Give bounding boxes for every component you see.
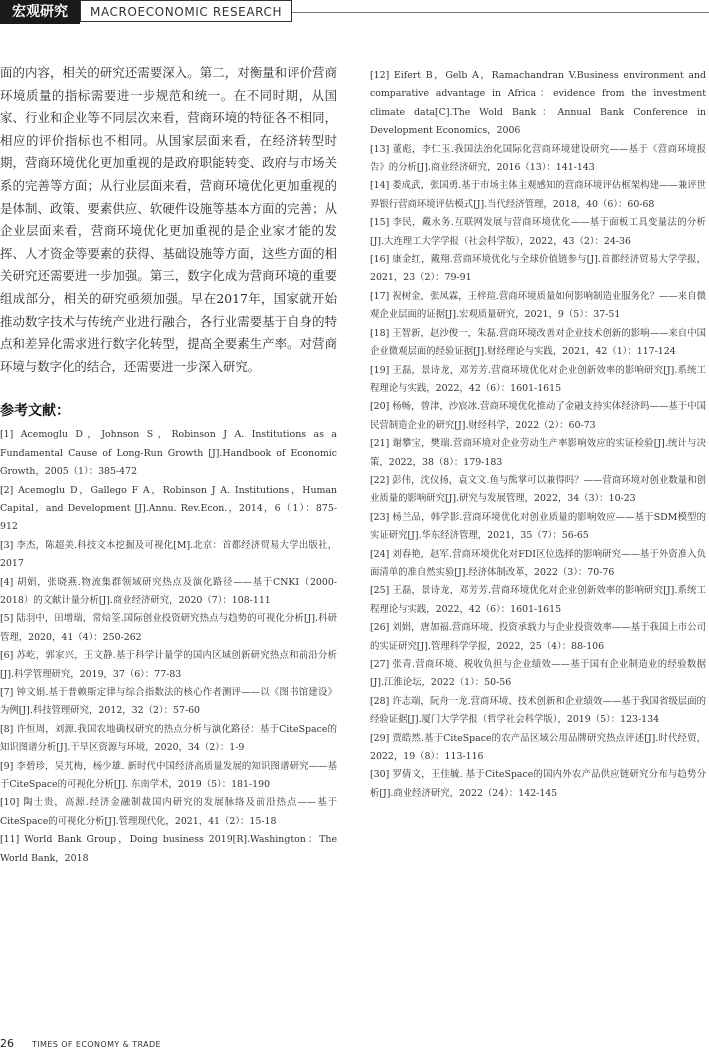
reference-item: [27] 张青.营商环境、税收负担与企业绩效——基于国有企业制造业的经验数据[J].江淮论坛，2022（1）：50-56: [370, 659, 706, 689]
reference-item: [17] 祝树金，张凤霖，王梓瑄.营商环境质量如何影响制造业服务化？——来自微观企业层面的证据[J].宏观质量研究，2021，9（5）：37-51: [370, 290, 706, 321]
reference-item: [10] 陶士贵，高源.经济金融制裁国内研究的发展脉络及前沿热点——基于CiteSpace的可视化分析[J].管理现代化，2021，41（2）：15-18: [0, 797, 337, 827]
header-rule: [292, 12, 709, 13]
reference-item: [30] 罗倩文，王佳毓. 基于CiteSpace的国内外农产品供应链研究分布与趋势分析[J].商业经济研究，2022（24）：142-145: [370, 769, 706, 799]
reference-item: [11] World Bank Group，Doing business 2019[R].Washington：The World Bank，2018: [0, 834, 337, 864]
reference-item: [25] 王磊，景诗龙，邓芳芳.营商环境优化对企业创新效率的影响研究[J].系统工程理论与实践，2022，42（6）：1601-1615: [370, 585, 706, 615]
reference-item: [28] 许志端，阮舟一龙.营商环境、技术创新和企业绩效——基于我国省级层面的经验证据[J].厦门大学学报（哲学社会科学版），2019（5）：123-134: [370, 695, 706, 726]
reference-list-left: [0, 426, 337, 868]
reference-item: [9] 李碧珍，吴艽梅，杨少雄. 新时代中国经济高质量发展的知识图谱研究——基于CiteSpace的可视化分析[J]. 东南学术，2019（5）：181-190: [0, 760, 337, 791]
reference-item: [16] 康金红，戴翔.营商环境优化与全球价值链参与[J].首都经济贸易大学学报，2021，23（2）：79-91: [370, 254, 706, 284]
body-paragraph: 面的内容，相关的研究还需要深入。第二，对衡量和评价营商环境质量的指标需要进一步规范和统一。在不同时期，从国家、行业和企业等不同层次来看，营商环境的特征各不相同，相应的评价指标也不相同。从国家层面来看，在经济转型时期，营商环境优化更加重视的是政府职能转变、政府与市场关系的完善等方面；从行业层面来看，营商环境优化更加重视的是体制、政策、要素供应、软硬件设施等基本方面的完善；从企业层面来看，营商环境优化更加重视的是企业家才能的发挥、人才资金等要素的获得、基础设施等方面，这些方面的相关研究还需要进一步加强。第三，数字化成为营商环境的重要组成部分，相关的研究亟须加强。早在2017年，国家就开始推动数字技术与传统产业进行融合，各行业需要基于自身的特点和差异化需求进行数字化转型，提高全要素生产率。对营商环境与数字化的结合，还需要进一步深入研究。: [0, 65, 337, 374]
reference-item: [14] 娄成武，张国勇.基于市场主体主观感知的营商环境评估框架构建——兼评世界银行营商环境评估模式[J].当代经济管理，2018，40（6）：60-68: [370, 180, 706, 210]
reference-item: [8] 许恒周，刘源.我国农地确权研究的热点分析与演化路径：基于CiteSpace的知识图谱分析[J].干旱区资源与环境，2020，34（2）：1-9: [0, 723, 337, 754]
reference-item: [22] 彭伟，沈仪扬，袁文文.鱼与熊掌可以兼得吗？——营商环境对创业数量和创业质量的影响研究[J].研究与发展管理，2022，34（3）：10-23: [370, 474, 706, 505]
references-heading: 参考文献：: [0, 403, 70, 420]
reference-item: [12] Eifert B，Gelb A，Ramachandran V.Business environment and comparative advantage in Africa：evidence from the investment climate data[C].The Wold Bank：Annual Bank Conference in Development Economics，2006: [370, 70, 706, 137]
reference-item: [13] 董彪，李仁玉.我国法治化国际化营商环境建设研究——基于《营商环境报告》的分析[J].商业经济研究，2016（13）：141-143: [370, 143, 706, 174]
reference-list-right: [370, 67, 706, 803]
reference-item: [6] 苏屹，郭家兴，王文静.基于科学计量学的国内区域创新研究热点和前沿分析[J].科学管理研究，2019，37（6）：77-83: [0, 650, 337, 680]
reference-item: [26] 刘娟，唐加福.营商环境、投资承载力与企业投资效率——基于我国上市公司的实证研究[J].管理科学学报，2022，25（4）：88-106: [370, 622, 706, 652]
left-column: [0, 62, 337, 868]
reference-item: [15] 李民，戴永务.互联网发展与营商环境优化——基于面板工具变量法的分析[J].大连理工大学学报（社会科学版），2022，43（2）：24-36: [370, 217, 706, 247]
reference-item: [18] 王智新，赵沙俊一，朱磊.营商环境改善对企业技术创新的影响——来自中国企业微观层面的经验证据[J].财经理论与实践，2021，42（1）：117-124: [370, 327, 706, 358]
reference-item: [3] 李杰，陈超美.科技文本挖掘及可视化[M].北京：首都经济贸易大学出版社，2017: [0, 539, 337, 570]
journal-name: TIMES OF ECONOMY & TRADE: [32, 1040, 162, 1049]
reference-item: [7] 钟文娟.基于普赖斯定律与综合指数法的核心作者测评——以《图书馆建设》为例[J].科技管理研究，2012，32（2）：57-60: [0, 687, 337, 717]
page-header: [0, 0, 709, 24]
reference-item: [21] 谢攀宝，樊瑞.营商环境对企业劳动生产率影响效应的实证检验[J].统计与决策，2022，38（8）：179-183: [370, 438, 706, 468]
page-number: 26: [0, 1037, 14, 1050]
reference-item: [24] 刘春艳，赵军.营商环境优化对FDI区位选择的影响研究——基于外资准入负面清单的准自然实验[J].经济体制改革，2022（3）：70-76: [370, 548, 706, 578]
section-english-name: MACROECONOMIC RESEARCH: [80, 0, 292, 22]
right-column: [370, 67, 706, 803]
reference-item: [29] 贾皓然.基于CiteSpace的农产品区域公用品牌研究热点评述[J].时代经贸，2022，19（8）：113-116: [370, 732, 706, 763]
reference-item: [4] 胡娟，张晓燕.物流集群领域研究热点及演化路径——基于CNKI（2000-2018）的文献计量分析[J].商业经济研究，2020（7）：108-111: [0, 576, 337, 606]
reference-item: [23] 杨兰品，韩学影.营商环境优化对创业质量的影响效应——基于SDM模型的实证研究[J].华东经济管理，2021，35（7）：56-65: [370, 511, 706, 542]
reference-item: [2] Acemoglu D，Gallego F A，Robinson J A. Institutions，Human Capital，and Development [J].Annu. Rev.Econ.，2014，6（1）：875-912: [0, 484, 337, 533]
reference-item: [1] Acemoglu D，Johnson S，Robinson J A. Institutions as a Fundamental Cause of Long-Run Growth [J].Handbook of Economic Growth，2005（1）：385-472: [0, 429, 337, 478]
section-tag: 宏观研究: [0, 0, 80, 24]
reference-item: [20] 杨畅，曾津，沙宸冰.营商环境优化推动了金融支持实体经济吗——基于中国民营制造企业的研究[J].财经科学，2022（2）：60-73: [370, 401, 706, 431]
reference-item: [5] 陆羽中，田增瑞，常焙筌.国际创业投资研究热点与趋势的可视化分析[J].科研管理，2020，41（4）：250-262: [0, 613, 337, 643]
reference-item: [19] 王磊，景诗龙，邓芳芳.营商环境优化对企业创新效率的影响研究[J].系统工程理论与实践，2022，42（6）：1601-1615: [370, 364, 706, 394]
